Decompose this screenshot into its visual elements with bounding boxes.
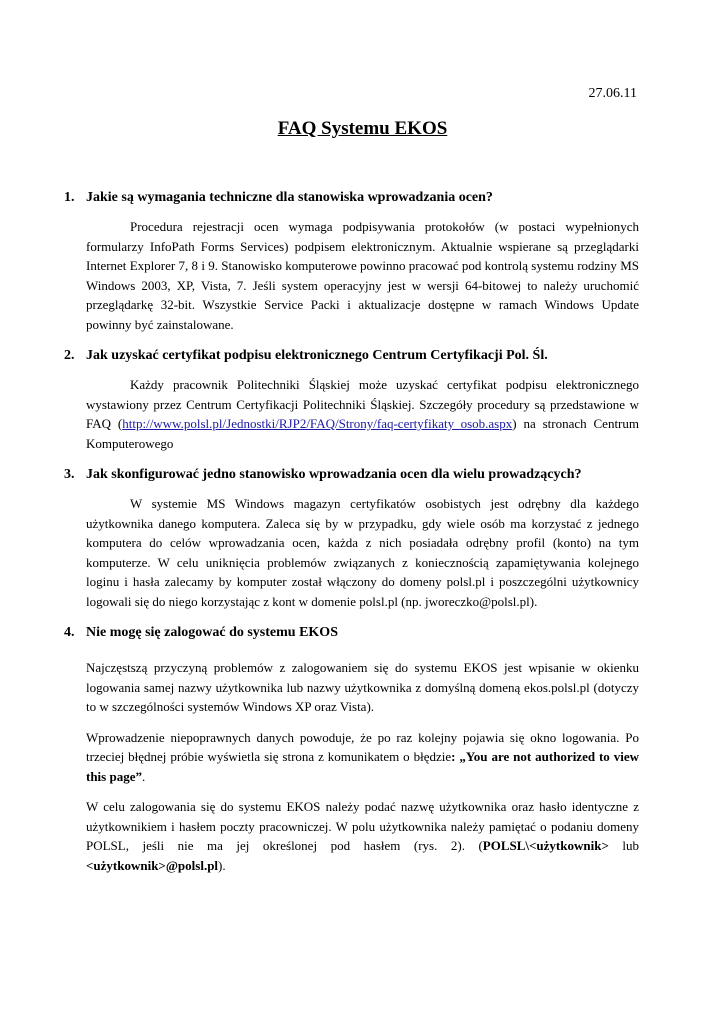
faq-answer-4-paragraph-3 [86, 797, 639, 875]
question-number: 2. [64, 348, 75, 363]
faq-section-1 [64, 188, 639, 334]
answer-text-before: W celu zalogowania się do systemu EKOS należy podać nazwę użytkownika oraz hasło identyczne z użytkownikiem i hasłem poczty pracowniczej. W polu użytkownika należy pamiętać o podaniu domeny POLSL, jeśli nie ma jej określonej pod hasłem (rys. 2). ( [86, 799, 639, 853]
faq-answer-1: Procedura rejestracji ocen wymaga podpisywania protokołów (w postaci wypełnionych formularzy InfoPath Forms Services) podpisem elektronicznym. Aktualnie wspierane są przeglądarki Internet Explorer 7, 8 i 9. Stanowisko komputerowe powinno pracować pod kontrolą systemu rodziny MS Windows 2003, XP, Vista, 7. Jeśli system operacyjny jest w wersji 64-bitowej to należy uruchomić przeglądarkę 32-bit. Wszystkie Service Packi i aktualizacje dostępne w ramach Windows Update powinny być zainstalowane. [86, 219, 639, 332]
question-number: 4. [64, 625, 75, 640]
question-text: Nie mogę się zalogować do systemu EKOS [86, 625, 338, 640]
document-content [64, 188, 639, 875]
question-number: 3. [64, 467, 75, 482]
faq-certificate-link[interactable]: http://www.polsl.pl/Jednostki/RJP2/FAQ/Strony/faq-certyfikaty_osob.aspx [122, 416, 513, 431]
answer-text-mid: lub [608, 838, 639, 853]
question-text: Jakie są wymagania techniczne dla stanowiska wprowadzania ocen? [86, 190, 493, 205]
answer-text-after: . [141, 768, 146, 784]
document-date: 27.06.11 [588, 86, 637, 101]
error-message-text: : „You are not authorized to view this page” [86, 749, 639, 784]
login-format-email: <użytkownik>@polsl.pl [86, 857, 219, 873]
faq-section-3 [64, 465, 639, 611]
question-text: Jak uzyskać certyfikat podpisu elektronicznego Centrum Certyfikacji Pol. Śl. [86, 348, 548, 363]
answer-text-before: Każdy pracownik Politechniki Śląskiej może uzyskać certyfikat podpisu elektronicznego wystawiony przez Centrum Certyfikacji Politechniki Śląskiej. Szczegóły procedury są przedstawione w FAQ ( [86, 377, 639, 431]
question-number: 1. [64, 190, 75, 205]
answer-text-before: Wprowadzenie niepoprawnych danych powoduje, że po raz kolejny pojawia się okno logowania. Po trzeciej błędnej próbie wyświetla się strona z komunikatem o błędzie [86, 729, 639, 764]
document-title: FAQ Systemu EKOS [277, 118, 448, 139]
answer-text-after: ) na stronach Centrum Komputerowego [86, 416, 639, 451]
faq-section-4 [64, 623, 639, 875]
faq-question-4 [64, 623, 639, 643]
faq-answer-3: W systemie MS Windows magazyn certyfikatów osobistych jest odrębny dla każdego użytkownika danego komputera. Zaleca się by w przypadku, gdy wiele osób ma korzystać z jednego komputera do celów wprowadzania ocen, każda z nich posiadała odrębny profil (konto) na tym komputerze. W celu uniknięcia problemów związanych z koniecznością zapamiętywania kolejnego loginu i hasła zalecamy by komputer został włączony do domeny polsl.pl i poszczególni użytkownicy logowali się do niego korzystając z kont w domenie polsl.pl (np. jworeczko@polsl.pl). [86, 496, 639, 609]
answer-text-after: ). [218, 857, 226, 873]
faq-answer-4-paragraph-1: Najczęstszą przyczyną problemów z zalogowaniem się do systemu EKOS jest wpisanie w okienku logowania samej nazwy użytkownika lub nazwy użytkownika z domyślną domeną ekos.polsl.pl (dotyczy to w szczególności systemów Windows XP oraz Vista). [86, 660, 639, 714]
faq-answer-4-paragraph-2 [86, 728, 639, 787]
faq-question-2 [64, 346, 639, 366]
faq-question-3 [64, 465, 639, 485]
faq-section-2 [64, 346, 639, 453]
faq-question-1 [64, 188, 639, 208]
login-format-polsl: POLSL\<użytkownik> [482, 838, 609, 853]
question-text: Jak skonfigurować jedno stanowisko wprowadzania ocen dla wielu prowadzących? [86, 467, 582, 482]
faq-answer-2 [86, 375, 639, 453]
